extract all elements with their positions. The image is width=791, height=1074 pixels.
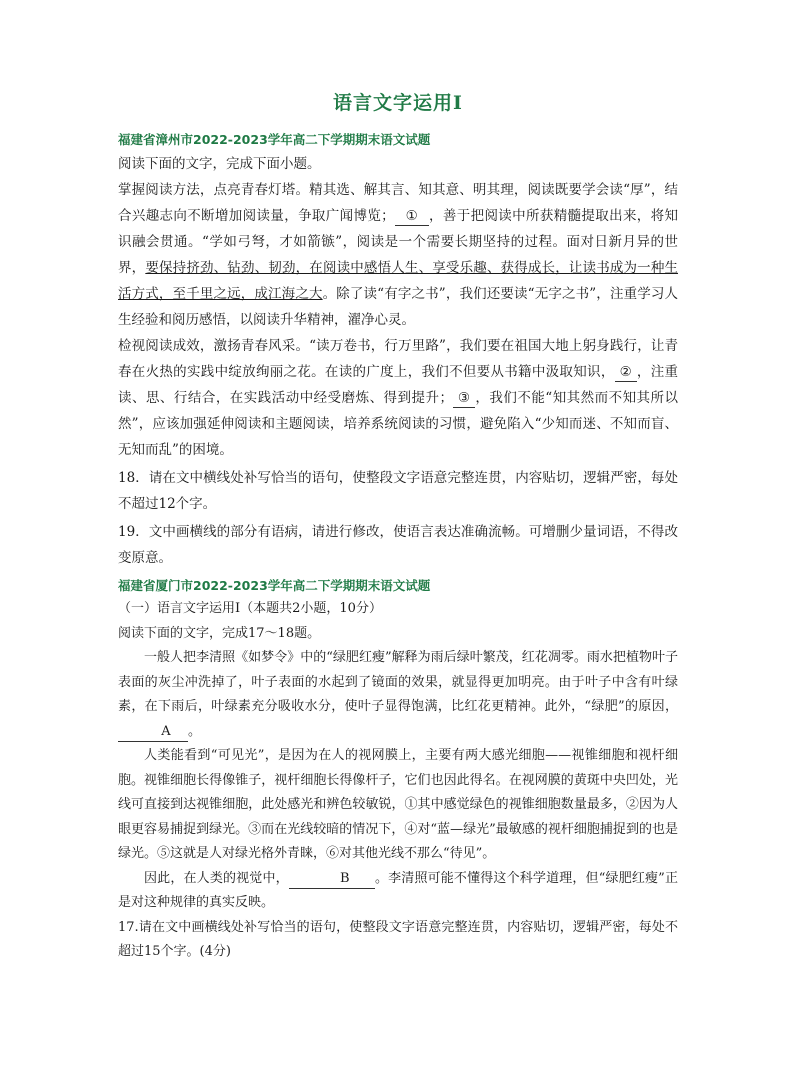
passage-paragraph-2: 人类能看到“可见光”，是因为在人的视网膜上，主要有两大感光细胞——视锥细胞和视杆细胞。视锥细胞长得像锥子，视杆细胞长得像杆子，它们也因此得名。在视网膜的黄斑中央凹处，光线可直接到达视锥细胞，此处感光和辨色较敏锐，①其中感觉绿色的视锥细胞数量最多，②因为人眼更容易捕捉到绿光。③而在光线较暗的情况下，④对“蓝—绿光”最敏感的视杆细胞捕捉到的也是绿光。⑤这就是人对绿光格外青睐，⑥对其他光线不那么“待见”。 [118, 748, 678, 861]
underlined-sentence: 要保持挤劲、钻劲、韧劲，在阅读中感悟人生、享受乐趣、获得成长，让读书成为一种生活方式，至千里之远，成江海之大 [118, 260, 679, 302]
source-heading: 福建省漳州市2022-2023学年高二下学期期末语文试题 [118, 132, 431, 147]
answer-blank-a: A [118, 723, 188, 742]
passage-paragraph-1: 一般人把李清照《如梦令》中的“绿肥红瘦”解释为雨后绿叶繁茂，红花凋零。雨水把植物叶子表面的灰尘冲洗掉了，叶子表面的水起到了镜面的效果，就显得更加明亮。由于叶子中含有叶绿素，在下雨后，叶绿素充分吸收水分，使叶子显得饱满，比红花更精神。此外，“绿肥”的原因，A 。 [118, 646, 678, 744]
source-heading: 福建省厦门市2022-2023学年高二下学期期末语文试题 [118, 578, 431, 593]
question-19: 19．文中画横线的部分有语病，请进行修改，使语言表达准确流畅。可增删少量词语，不得改变原意。 [118, 524, 678, 566]
section-header: （一）语言文字运用Ⅰ（本题共2小题，10分） [118, 601, 382, 616]
section-zhangzhou [118, 129, 678, 571]
question-18: 18．请在文中横线处补写恰当的语句，使整段文字语意完整连贯，内容贴切，逻辑严密，每处不超过12个字。 [118, 470, 678, 512]
instruction: 阅读下面的文字，完成下面小题。 [118, 156, 321, 172]
question-17: 17.请在文中画横线处补写恰当的语句，使整段文字语意完整连贯，内容贴切，逻辑严密，每处不超过15个字。(4分) [118, 919, 678, 959]
passage-paragraph-2: 检视阅读成效，激扬青春风采。“读万卷书，行万里路”，我们要在祖国大地上躬身践行，让青春在火热的实践中绽放绚丽之花。在读的广度上，我们不但要从书籍中汲取知识， ② ，注重读、思、行结合，在实践活动中经受磨炼、得到提升； ③ ，我们不能“知其然而不知其所以然”，应该加强延伸阅读和主题阅读，培养系统阅读的习惯，避免陷入“少知而迷、不知而盲、无知而乱”的困境。 [118, 338, 679, 458]
document-page [118, 88, 678, 965]
passage-paragraph-3: 因此，在人类的视觉中， B 。李清照可能不懂得这个科学道理，但“绿肥红瘦”正是对这种规律的真实反映。 [118, 870, 678, 910]
answer-blank-2: ② [615, 363, 637, 382]
answer-blank-1: ① [395, 207, 429, 226]
section-xiamen [118, 575, 678, 965]
answer-blank-b: B [289, 870, 375, 889]
page-title: 语言文字运用Ⅰ [333, 92, 463, 114]
passage-paragraph-1: 掌握阅读方法，点亮青春灯塔。精其选、解其言、知其意、明其理，阅读既要学会读“厚”，结合兴趣志向不断增加阅读量，争取广闻博览； ① ，善于把阅读中所获精髓提取出来，将知识融会贯通。“学如弓弩，才如箭镞”，阅读是一个需要长期坚持的过程。面对日新月异的世界，要保持挤劲、钻劲、韧劲，在阅读中感悟人生、享受乐趣、获得成长，让读书成为一种生活方式，至千里之远，成江海之大。除了读“有字之书”，我们还要读“无字之书”，注重学习人生经验和阅历感悟，以阅读升华精神，濯净心灵。 [118, 182, 679, 328]
answer-blank-3: ③ [453, 389, 475, 408]
instruction: 阅读下面的文字，完成17～18题。 [118, 625, 321, 641]
